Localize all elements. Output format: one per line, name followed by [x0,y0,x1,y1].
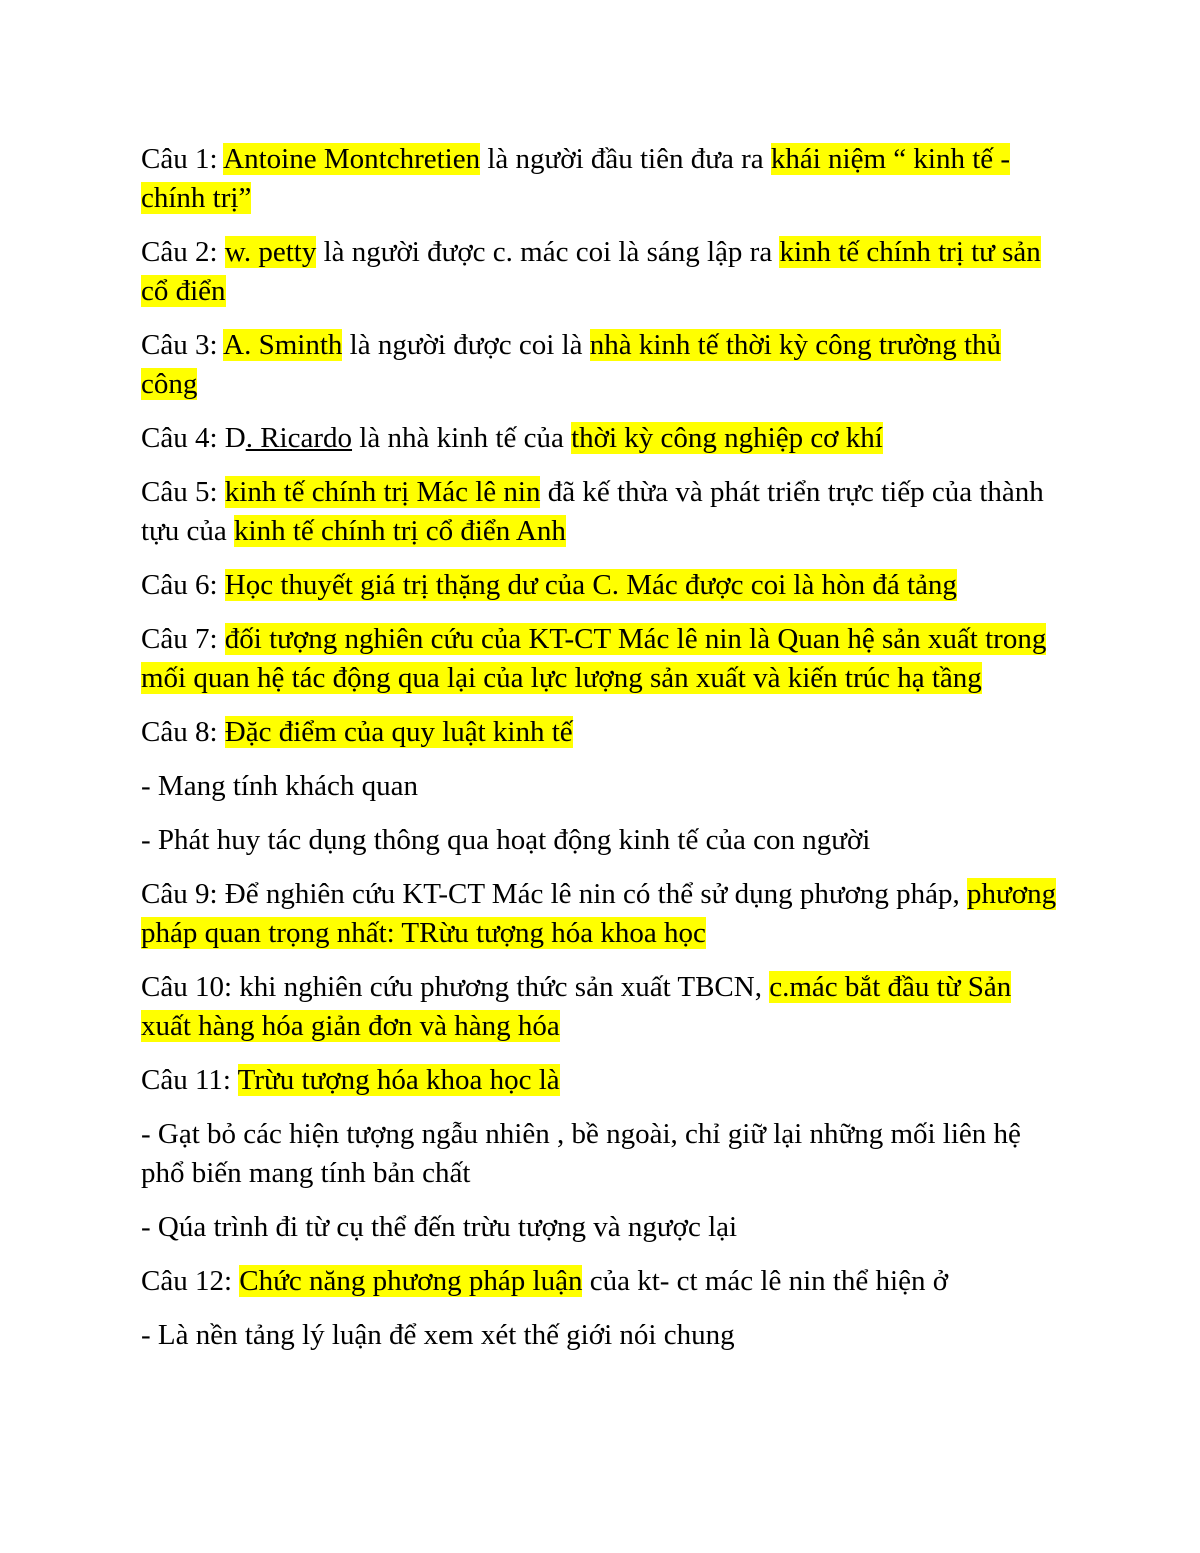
text-run: Câu 5: [141,476,225,508]
paragraph [141,1316,1061,1355]
paragraph [141,233,1061,311]
text-run: Câu 2: [141,236,225,268]
text-run: Câu 3: [141,329,224,361]
text-run: là người được coi là [342,329,590,361]
text-run: đã kế thừa và phát triển trực tiếp của thành tựu của [141,476,1044,547]
text-run: Câu 12: [141,1265,240,1297]
highlighted-text: Học thuyết giá trị thặng dư của C. Mác được coi là hòn đá tảng [224,569,957,601]
highlighted-text: Trừu tượng hóa khoa học là [237,1064,560,1096]
paragraph [141,419,1061,458]
highlighted-text: Chức năng phương pháp luận [239,1265,583,1297]
underlined-text: . Ricardo [245,422,353,454]
text-run: Câu 4: D [141,422,246,454]
paragraph [141,767,1061,806]
highlighted-text: Đặc điểm của quy luật kinh tế [224,716,573,748]
text-run: Câu 6: [141,569,225,601]
paragraph [141,566,1061,605]
text-run: Câu 11: [141,1064,238,1096]
paragraph [141,140,1061,218]
text-run: Câu 8: [141,716,225,748]
highlighted-text: khái niệm “ kinh tế - chính trị” [141,143,1011,214]
highlighted-text: phương pháp quan trọng nhất: TRừu tượng hóa khoa học [141,878,1057,949]
text-run: Câu 10: khi nghiên cứu phương thức sản xuất TBCN, [141,971,770,1003]
document-body [141,140,1061,1370]
text-run: của kt- ct mác lê nin thể hiện ở [582,1265,949,1297]
text-run: là nhà kinh tế của [352,422,572,454]
text-run: là người đầu tiên đưa ra [480,143,771,175]
paragraph [141,821,1061,860]
paragraph [141,473,1061,551]
paragraph [141,1262,1061,1301]
text-run: là người được c. mác coi là sáng lập ra [316,236,780,268]
text-run: Câu 7: [141,623,225,655]
highlighted-text: w. petty [224,236,317,268]
highlighted-text: kinh tế chính trị tư sản cổ điển [141,236,1041,307]
text-run: Câu 9: Để nghiên cứu KT-CT Mác lê nin có thể sử dụng phương pháp, [141,878,968,910]
highlighted-text: A. Sminth [223,329,343,361]
paragraph [141,713,1061,752]
paragraph [141,620,1061,698]
paragraph [141,968,1061,1046]
text-run: - Phát huy tác dụng thông qua hoạt động kinh tế của con người [141,824,871,856]
highlighted-text: nhà kinh tế thời kỳ công trường thủ công [141,329,1002,400]
paragraph [141,1061,1061,1100]
highlighted-text: Antoine Montchretien [223,143,481,175]
paragraph [141,875,1061,953]
text-run: Câu 1: [141,143,224,175]
text-run: - Là nền tảng lý luận để xem xét thế giới nói chung [141,1319,735,1351]
text-run: - Gạt bỏ các hiện tượng ngẫu nhiên , bề ngoài, chỉ giữ lại những mối liên hệ phổ biến mang tính bản chất [141,1118,1021,1189]
highlighted-text: đối tượng nghiên cứu của KT-CT Mác lê nin là Quan hệ sản xuất trong mối quan hệ tác động qua lại của lực lượng sản xuất và kiến trúc hạ tầng [141,623,1047,694]
highlighted-text: c.mác bắt đầu từ Sản xuất hàng hóa giản đơn và hàng hóa [141,971,1012,1042]
text-run: - Qúa trình đi từ cụ thể đến trừu tượng và ngược lại [141,1211,738,1243]
paragraph [141,1115,1061,1193]
paragraph [141,326,1061,404]
text-run: - Mang tính khách quan [141,770,419,802]
highlighted-text: thời kỳ công nghiệp cơ khí [571,422,883,454]
highlighted-text: kinh tế chính trị Mác lê nin [224,476,541,508]
highlighted-text: kinh tế chính trị cổ điển Anh [234,515,566,547]
paragraph [141,1208,1061,1247]
